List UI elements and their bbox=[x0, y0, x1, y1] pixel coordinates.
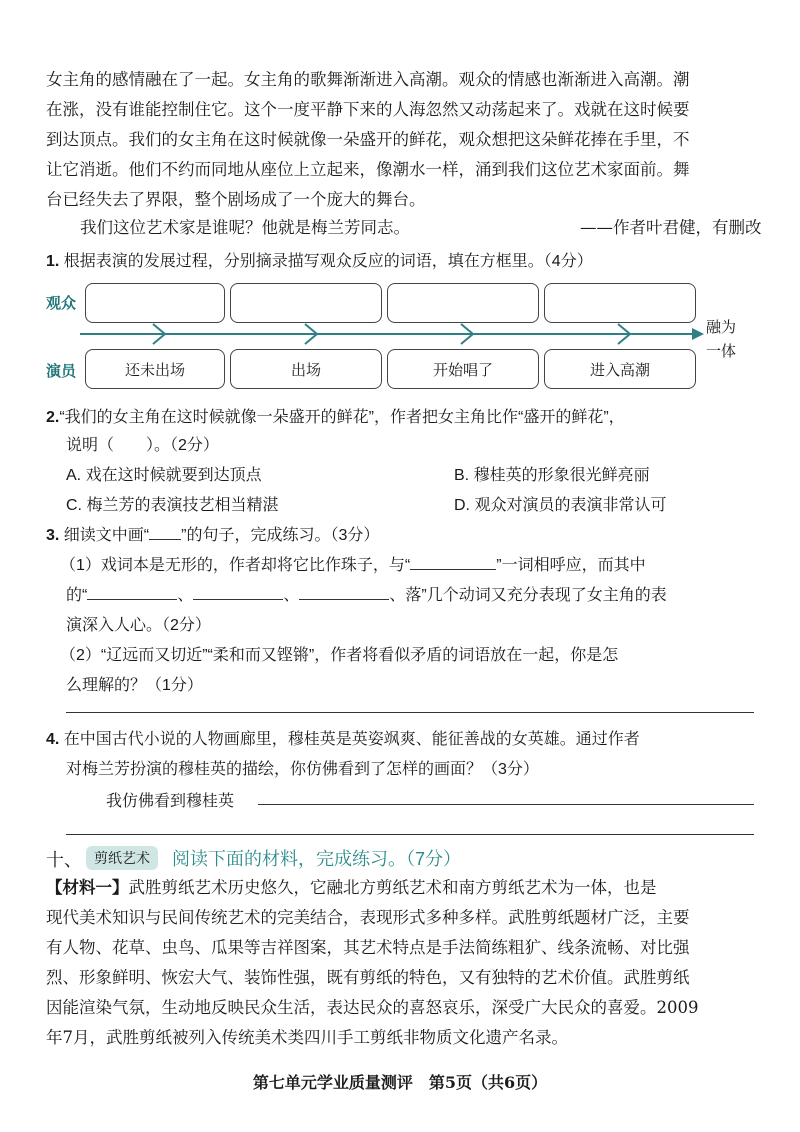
question-text: 在中国古代小说的人物画廊里，穆桂英是英姿飒爽、能征善战的女英雄。通过作者 bbox=[63, 731, 640, 748]
answer-blank[interactable] bbox=[193, 599, 283, 600]
passage-line: 在涨，没有谁能控制住它。这个一度平静下来的人海忽然又动荡起来了。戏就在这时候要 bbox=[46, 100, 690, 119]
actor-stage-box: 进入高潮 bbox=[544, 349, 696, 389]
question-number: 1. bbox=[46, 253, 60, 270]
material-line: 武胜剪纸艺术历史悠久，它融北方剪纸艺术和南方剪纸艺术为一体，也是 bbox=[128, 878, 657, 897]
sub-question-text: 的“ bbox=[66, 587, 88, 604]
audience-answer-box[interactable] bbox=[544, 283, 696, 323]
section-badge: 剪纸艺术 bbox=[86, 846, 158, 870]
passage-line: 到达顶点。我们的女主角在这时候就像一朵盛开的鲜花，观众想把这朵鲜花捧在手里，不 bbox=[46, 130, 690, 149]
material-label: 【材料一】 bbox=[46, 878, 129, 897]
sub-question-text: （2）“辽远而又切近”“柔和而又铿锵”，作者将看似矛盾的词语放在一起，你是怎 bbox=[60, 647, 619, 664]
answer-blank[interactable] bbox=[299, 599, 389, 600]
question-number: 3. bbox=[46, 527, 60, 544]
answer-blank[interactable] bbox=[410, 569, 496, 570]
passage-line: 我们这位艺术家是谁呢？他就是梅兰芳同志。 bbox=[80, 218, 410, 237]
material-line: 年7月，武胜剪纸被列入传统美术类四川手工剪纸非物质文化遗产名录。 bbox=[46, 1028, 568, 1047]
question-text: 说明（ ）。（2分） bbox=[66, 437, 219, 454]
option-d[interactable]: D. 观众对演员的表演非常认可 bbox=[454, 497, 667, 514]
page-footer: 第七单元学业质量测评 第5页（共6页） bbox=[252, 1073, 548, 1092]
question-number: 4. bbox=[46, 731, 60, 748]
material-line: 烈、形象鲜明、恢宏大气、装饰性强，既有剪纸的特色，又有独特的艺术价值。武胜剪纸 bbox=[46, 968, 690, 987]
question-number: 2. bbox=[46, 409, 60, 426]
question-text: 根据表演的发展过程，分别摘录描写观众反应的词语，填在方框里。（4分） bbox=[63, 253, 593, 270]
section-number: 十、 bbox=[46, 850, 82, 870]
section-title: 阅读下面的材料，完成练习。（7分） bbox=[172, 849, 462, 869]
separator: 、 bbox=[283, 587, 300, 604]
answer-line[interactable] bbox=[258, 804, 754, 805]
audience-answer-box[interactable] bbox=[85, 283, 225, 323]
passage-line: 女主角的感情融在了一起。女主角的歌舞渐渐进入高潮。观众的情感也渐渐进入高潮。潮 bbox=[46, 70, 690, 89]
material-line: 因能渲染气氛，生动地反映民众生活，表达民众的喜怒哀乐，深受广大民众的喜爱。2009 bbox=[46, 998, 699, 1017]
question-text: 细读文中画“ bbox=[63, 527, 150, 544]
option-c[interactable]: C. 梅兰芳的表演技艺相当精湛 bbox=[66, 497, 279, 514]
material-line: 有人物、花草、虫鸟、瓜果等吉祥图案，其艺术特点是手法简练粗犷、线条流畅、对比强 bbox=[46, 938, 690, 957]
actor-stage-box: 出场 bbox=[230, 349, 382, 389]
row-label-audience: 观众 bbox=[46, 295, 77, 312]
sub-question-text: 演深入人心。（2分） bbox=[66, 617, 211, 634]
actor-stage-box: 还未出场 bbox=[85, 349, 225, 389]
answer-blank[interactable] bbox=[87, 599, 177, 600]
underline-marker bbox=[149, 539, 181, 540]
audience-answer-box[interactable] bbox=[230, 283, 382, 323]
question-text: “我们的女主角在这时候就像一朵盛开的鲜花”，作者把女主角比作“盛开的鲜花”， bbox=[59, 409, 625, 426]
option-a[interactable]: A. 戏在这时候就要到达顶点 bbox=[66, 467, 262, 484]
answer-line[interactable] bbox=[66, 712, 754, 713]
answer-line[interactable] bbox=[66, 834, 754, 835]
separator: 、 bbox=[177, 587, 194, 604]
sub-question-text: ”一词相呼应，而其中 bbox=[496, 557, 646, 574]
passage-line: 台已经失去了界限，整个剧场成了一个庞大的舞台。 bbox=[46, 190, 426, 209]
timeline-arrow bbox=[80, 318, 710, 350]
sub-question-text: （1）戏词本是无形的，作者却将它比作珠子，与“ bbox=[60, 557, 411, 574]
row-label-actor: 演员 bbox=[46, 363, 77, 380]
audience-answer-box[interactable] bbox=[387, 283, 539, 323]
answer-prompt: 我仿佛看到穆桂英 bbox=[106, 793, 235, 810]
end-label: 一体 bbox=[706, 343, 737, 360]
sub-question-text: 、落”几个动词又充分表现了女主角的表 bbox=[389, 587, 667, 604]
question-text: 对梅兰芳扮演的穆桂英的描绘，你仿佛看到了怎样的画面？（3分） bbox=[66, 761, 539, 778]
question-text: ”的句子，完成练习。（3分） bbox=[181, 527, 380, 544]
sub-question-text: 么理解的？（1分） bbox=[66, 677, 203, 694]
end-label: 融为 bbox=[706, 319, 737, 336]
actor-stage-box: 开始唱了 bbox=[387, 349, 539, 389]
option-b[interactable]: B. 穆桂英的形象很光鲜亮丽 bbox=[454, 467, 650, 484]
attribution: ——作者叶君健，有删改 bbox=[580, 218, 762, 237]
material-line: 现代美术知识与民间传统艺术的完美结合，表现形式多种多样。武胜剪纸题材广泛，主要 bbox=[46, 908, 690, 927]
passage-line: 让它消逝。他们不约而同地从座位上立起来，像潮水一样，涌到我们这位艺术家面前。舞 bbox=[46, 160, 690, 179]
